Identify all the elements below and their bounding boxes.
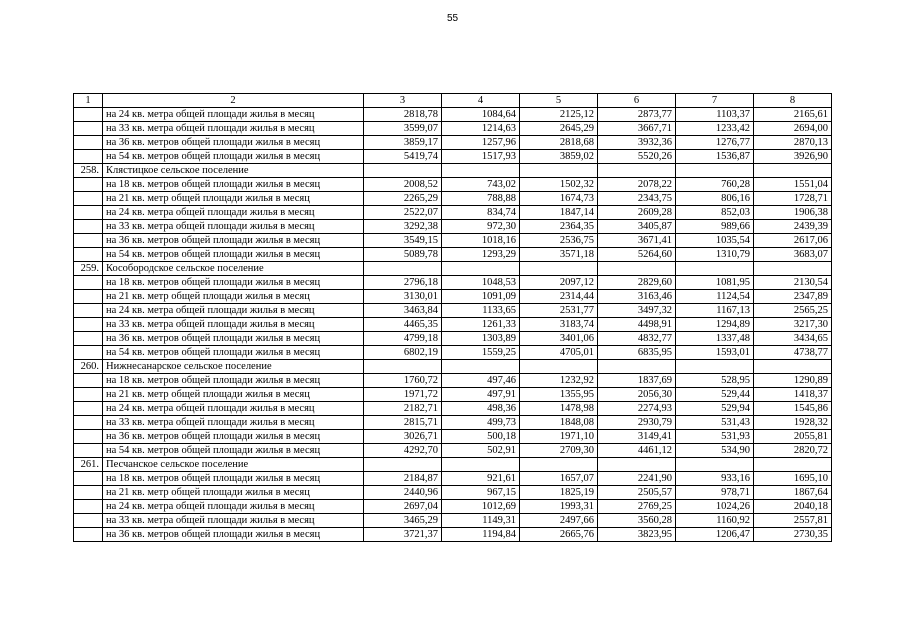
header-cell: 3 xyxy=(364,94,442,108)
value-cell: 5419,74 xyxy=(364,150,442,164)
value-cell: 1084,64 xyxy=(442,108,520,122)
section-row xyxy=(74,262,832,276)
value-cell: 1081,95 xyxy=(676,276,754,290)
value-cell: 1593,01 xyxy=(676,346,754,360)
value-cell: 4465,35 xyxy=(364,318,442,332)
empty-cell xyxy=(442,262,520,276)
row-label: на 24 кв. метра общей площади жилья в месяц xyxy=(103,402,364,416)
empty-cell xyxy=(74,500,103,514)
value-cell: 1194,84 xyxy=(442,528,520,542)
empty-cell xyxy=(74,248,103,262)
value-cell: 497,91 xyxy=(442,388,520,402)
value-cell: 3549,15 xyxy=(364,234,442,248)
row-label: на 18 кв. метров общей площади жилья в месяц xyxy=(103,178,364,192)
value-cell: 1355,95 xyxy=(520,388,598,402)
value-cell: 2130,54 xyxy=(754,276,832,290)
value-cell: 6835,95 xyxy=(598,346,676,360)
empty-cell xyxy=(676,164,754,178)
value-cell: 4832,77 xyxy=(598,332,676,346)
row-label: на 36 кв. метров общей площади жилья в месяц xyxy=(103,528,364,542)
value-cell: 1048,53 xyxy=(442,276,520,290)
value-cell: 2820,72 xyxy=(754,444,832,458)
value-cell: 531,93 xyxy=(676,430,754,444)
empty-cell xyxy=(74,136,103,150)
value-cell: 3859,02 xyxy=(520,150,598,164)
value-cell: 499,73 xyxy=(442,416,520,430)
value-cell: 2347,89 xyxy=(754,290,832,304)
row-label: на 33 кв. метра общей площади жилья в месяц xyxy=(103,318,364,332)
value-cell: 1214,63 xyxy=(442,122,520,136)
section-title: Клястицкое сельское поселение xyxy=(103,164,364,178)
value-cell: 1035,54 xyxy=(676,234,754,248)
value-cell: 1906,38 xyxy=(754,206,832,220)
empty-cell xyxy=(74,178,103,192)
empty-cell xyxy=(74,276,103,290)
value-cell: 3683,07 xyxy=(754,248,832,262)
value-cell: 5264,60 xyxy=(598,248,676,262)
value-cell: 788,88 xyxy=(442,192,520,206)
row-label: на 24 кв. метра общей площади жилья в месяц xyxy=(103,108,364,122)
section-index: 260. xyxy=(74,360,103,374)
empty-cell xyxy=(442,164,520,178)
table-row xyxy=(74,528,832,542)
value-cell: 2730,35 xyxy=(754,528,832,542)
value-cell: 3599,07 xyxy=(364,122,442,136)
value-cell: 921,61 xyxy=(442,472,520,486)
row-label: на 18 кв. метров общей площади жилья в месяц xyxy=(103,472,364,486)
value-cell: 3721,37 xyxy=(364,528,442,542)
empty-cell xyxy=(520,164,598,178)
row-label: на 21 кв. метр общей площади жилья в месяц xyxy=(103,388,364,402)
value-cell: 806,16 xyxy=(676,192,754,206)
empty-cell xyxy=(74,430,103,444)
value-cell: 2097,12 xyxy=(520,276,598,290)
value-cell: 2815,71 xyxy=(364,416,442,430)
value-cell: 2265,29 xyxy=(364,192,442,206)
value-cell: 1276,77 xyxy=(676,136,754,150)
value-cell: 2829,60 xyxy=(598,276,676,290)
value-cell: 1257,96 xyxy=(442,136,520,150)
value-cell: 1149,31 xyxy=(442,514,520,528)
value-cell: 852,03 xyxy=(676,206,754,220)
page-number: 55 xyxy=(446,13,459,24)
empty-cell xyxy=(74,444,103,458)
value-cell: 3434,65 xyxy=(754,332,832,346)
empty-cell xyxy=(74,416,103,430)
value-cell: 1290,89 xyxy=(754,374,832,388)
row-label: на 24 кв. метра общей площади жилья в месяц xyxy=(103,206,364,220)
empty-cell xyxy=(442,458,520,472)
value-cell: 2364,35 xyxy=(520,220,598,234)
value-cell: 2536,75 xyxy=(520,234,598,248)
section-index: 261. xyxy=(74,458,103,472)
value-cell: 1261,33 xyxy=(442,318,520,332)
empty-cell xyxy=(676,360,754,374)
value-cell: 3026,71 xyxy=(364,430,442,444)
value-cell: 3497,32 xyxy=(598,304,676,318)
header-cell: 6 xyxy=(598,94,676,108)
value-cell: 1124,54 xyxy=(676,290,754,304)
section-title: Песчанское сельское поселение xyxy=(103,458,364,472)
value-cell: 2440,96 xyxy=(364,486,442,500)
value-cell: 4498,91 xyxy=(598,318,676,332)
empty-cell xyxy=(74,290,103,304)
value-cell: 1971,10 xyxy=(520,430,598,444)
value-cell: 1536,87 xyxy=(676,150,754,164)
empty-cell xyxy=(520,262,598,276)
table-row xyxy=(74,444,832,458)
value-cell: 1971,72 xyxy=(364,388,442,402)
value-cell: 2873,77 xyxy=(598,108,676,122)
value-cell: 967,15 xyxy=(442,486,520,500)
value-cell: 1018,16 xyxy=(442,234,520,248)
value-cell: 1657,07 xyxy=(520,472,598,486)
value-cell: 1760,72 xyxy=(364,374,442,388)
header-row xyxy=(74,94,832,108)
row-label: на 36 кв. метров общей площади жилья в месяц xyxy=(103,430,364,444)
row-label: на 21 кв. метр общей площади жилья в месяц xyxy=(103,192,364,206)
value-cell: 972,30 xyxy=(442,220,520,234)
value-cell: 743,02 xyxy=(442,178,520,192)
empty-cell xyxy=(74,346,103,360)
empty-cell xyxy=(74,108,103,122)
value-cell: 534,90 xyxy=(676,444,754,458)
value-cell: 6802,19 xyxy=(364,346,442,360)
row-label: на 24 кв. метра общей площади жилья в месяц xyxy=(103,500,364,514)
section-index: 258. xyxy=(74,164,103,178)
value-cell: 760,28 xyxy=(676,178,754,192)
value-cell: 1160,92 xyxy=(676,514,754,528)
value-cell: 2182,71 xyxy=(364,402,442,416)
value-cell: 2697,04 xyxy=(364,500,442,514)
section-row xyxy=(74,458,832,472)
value-cell: 2609,28 xyxy=(598,206,676,220)
value-cell: 2870,13 xyxy=(754,136,832,150)
table-row xyxy=(74,192,832,206)
value-cell: 2439,39 xyxy=(754,220,832,234)
value-cell: 3667,71 xyxy=(598,122,676,136)
row-label: на 18 кв. метров общей площади жилья в месяц xyxy=(103,276,364,290)
table-row xyxy=(74,374,832,388)
value-cell: 1559,25 xyxy=(442,346,520,360)
empty-cell xyxy=(74,234,103,248)
row-label: на 21 кв. метр общей площади жилья в месяц xyxy=(103,290,364,304)
value-cell: 3571,18 xyxy=(520,248,598,262)
value-cell: 978,71 xyxy=(676,486,754,500)
row-label: на 54 кв. метров общей площади жилья в месяц xyxy=(103,444,364,458)
value-cell: 2818,78 xyxy=(364,108,442,122)
value-cell: 2184,87 xyxy=(364,472,442,486)
value-cell: 2274,93 xyxy=(598,402,676,416)
value-cell: 2505,57 xyxy=(598,486,676,500)
empty-cell xyxy=(74,332,103,346)
value-cell: 2055,81 xyxy=(754,430,832,444)
value-cell: 500,18 xyxy=(442,430,520,444)
value-cell: 4738,77 xyxy=(754,346,832,360)
value-cell: 1103,37 xyxy=(676,108,754,122)
value-cell: 1847,14 xyxy=(520,206,598,220)
value-cell: 1545,86 xyxy=(754,402,832,416)
header-cell: 4 xyxy=(442,94,520,108)
empty-cell xyxy=(74,150,103,164)
row-label: на 54 кв. метров общей площади жилья в месяц xyxy=(103,150,364,164)
value-cell: 3560,28 xyxy=(598,514,676,528)
table-row xyxy=(74,178,832,192)
value-cell: 2241,90 xyxy=(598,472,676,486)
value-cell: 2125,12 xyxy=(520,108,598,122)
value-cell: 1293,29 xyxy=(442,248,520,262)
value-cell: 2930,79 xyxy=(598,416,676,430)
empty-cell xyxy=(74,122,103,136)
value-cell: 3671,41 xyxy=(598,234,676,248)
value-cell: 528,95 xyxy=(676,374,754,388)
value-cell: 933,16 xyxy=(676,472,754,486)
value-cell: 1837,69 xyxy=(598,374,676,388)
header-cell: 8 xyxy=(754,94,832,108)
table-row xyxy=(74,500,832,514)
value-cell: 2531,77 xyxy=(520,304,598,318)
tariff-table xyxy=(73,93,832,542)
table-row xyxy=(74,486,832,500)
empty-cell xyxy=(754,164,832,178)
value-cell: 531,43 xyxy=(676,416,754,430)
value-cell: 2008,52 xyxy=(364,178,442,192)
value-cell: 4461,12 xyxy=(598,444,676,458)
value-cell: 1294,89 xyxy=(676,318,754,332)
row-label: на 33 кв. метра общей площади жилья в месяц xyxy=(103,514,364,528)
value-cell: 1024,26 xyxy=(676,500,754,514)
value-cell: 3823,95 xyxy=(598,528,676,542)
table-row xyxy=(74,122,832,136)
row-label: на 36 кв. метров общей площади жилья в месяц xyxy=(103,234,364,248)
table-row xyxy=(74,318,832,332)
empty-cell xyxy=(598,262,676,276)
row-label: на 33 кв. метра общей площади жилья в месяц xyxy=(103,416,364,430)
empty-cell xyxy=(364,458,442,472)
empty-cell xyxy=(74,374,103,388)
value-cell: 3217,30 xyxy=(754,318,832,332)
value-cell: 1337,48 xyxy=(676,332,754,346)
table-row xyxy=(74,332,832,346)
value-cell: 3463,84 xyxy=(364,304,442,318)
value-cell: 2818,68 xyxy=(520,136,598,150)
value-cell: 497,46 xyxy=(442,374,520,388)
section-row xyxy=(74,360,832,374)
table-body xyxy=(74,108,832,542)
empty-cell xyxy=(442,360,520,374)
value-cell: 1233,42 xyxy=(676,122,754,136)
value-cell: 4292,70 xyxy=(364,444,442,458)
empty-cell xyxy=(598,360,676,374)
empty-cell xyxy=(676,262,754,276)
value-cell: 1993,31 xyxy=(520,500,598,514)
value-cell: 1478,98 xyxy=(520,402,598,416)
value-cell: 3401,06 xyxy=(520,332,598,346)
value-cell: 1517,93 xyxy=(442,150,520,164)
value-cell: 3405,87 xyxy=(598,220,676,234)
value-cell: 1867,64 xyxy=(754,486,832,500)
value-cell: 1012,69 xyxy=(442,500,520,514)
empty-cell xyxy=(364,164,442,178)
value-cell: 2343,75 xyxy=(598,192,676,206)
value-cell: 3149,41 xyxy=(598,430,676,444)
empty-cell xyxy=(598,458,676,472)
value-cell: 3859,17 xyxy=(364,136,442,150)
value-cell: 529,44 xyxy=(676,388,754,402)
value-cell: 5520,26 xyxy=(598,150,676,164)
value-cell: 3465,29 xyxy=(364,514,442,528)
section-row xyxy=(74,164,832,178)
header-cell: 2 xyxy=(103,94,364,108)
value-cell: 1206,47 xyxy=(676,528,754,542)
value-cell: 2497,66 xyxy=(520,514,598,528)
value-cell: 1728,71 xyxy=(754,192,832,206)
value-cell: 3163,46 xyxy=(598,290,676,304)
empty-cell xyxy=(364,262,442,276)
table-row xyxy=(74,248,832,262)
value-cell: 2694,00 xyxy=(754,122,832,136)
value-cell: 2522,07 xyxy=(364,206,442,220)
table-row xyxy=(74,514,832,528)
row-label: на 36 кв. метров общей площади жилья в месяц xyxy=(103,136,364,150)
table-row xyxy=(74,304,832,318)
value-cell: 2769,25 xyxy=(598,500,676,514)
table-row xyxy=(74,206,832,220)
table-row xyxy=(74,276,832,290)
table-row xyxy=(74,402,832,416)
header-cell: 5 xyxy=(520,94,598,108)
row-label: на 54 кв. метров общей площади жилья в месяц xyxy=(103,248,364,262)
table-row xyxy=(74,416,832,430)
value-cell: 1551,04 xyxy=(754,178,832,192)
empty-cell xyxy=(74,220,103,234)
table-row xyxy=(74,136,832,150)
empty-cell xyxy=(74,402,103,416)
empty-cell xyxy=(74,304,103,318)
value-cell: 834,74 xyxy=(442,206,520,220)
value-cell: 1418,37 xyxy=(754,388,832,402)
row-label: на 24 кв. метра общей площади жилья в месяц xyxy=(103,304,364,318)
value-cell: 529,94 xyxy=(676,402,754,416)
empty-cell xyxy=(74,206,103,220)
value-cell: 498,36 xyxy=(442,402,520,416)
value-cell: 3926,90 xyxy=(754,150,832,164)
value-cell: 1695,10 xyxy=(754,472,832,486)
empty-cell xyxy=(74,514,103,528)
value-cell: 2557,81 xyxy=(754,514,832,528)
value-cell: 3932,36 xyxy=(598,136,676,150)
value-cell: 1825,19 xyxy=(520,486,598,500)
value-cell: 1167,13 xyxy=(676,304,754,318)
row-label: на 18 кв. метров общей площади жилья в месяц xyxy=(103,374,364,388)
value-cell: 2565,25 xyxy=(754,304,832,318)
value-cell: 2314,44 xyxy=(520,290,598,304)
value-cell: 3292,38 xyxy=(364,220,442,234)
section-title: Нижнесанарское сельское поселение xyxy=(103,360,364,374)
value-cell: 4799,18 xyxy=(364,332,442,346)
value-cell: 2645,29 xyxy=(520,122,598,136)
value-cell: 1928,32 xyxy=(754,416,832,430)
table-row xyxy=(74,290,832,304)
empty-cell xyxy=(74,318,103,332)
table-row xyxy=(74,430,832,444)
table-row xyxy=(74,234,832,248)
empty-cell xyxy=(74,486,103,500)
value-cell: 2709,30 xyxy=(520,444,598,458)
value-cell: 2665,76 xyxy=(520,528,598,542)
table-row xyxy=(74,388,832,402)
header-cell: 1 xyxy=(74,94,103,108)
empty-cell xyxy=(74,192,103,206)
value-cell: 2078,22 xyxy=(598,178,676,192)
value-cell: 1848,08 xyxy=(520,416,598,430)
value-cell: 4705,01 xyxy=(520,346,598,360)
row-label: на 36 кв. метров общей площади жилья в месяц xyxy=(103,332,364,346)
empty-cell xyxy=(520,360,598,374)
table-row xyxy=(74,346,832,360)
value-cell: 2165,61 xyxy=(754,108,832,122)
value-cell: 2617,06 xyxy=(754,234,832,248)
header-cell: 7 xyxy=(676,94,754,108)
table-row xyxy=(74,220,832,234)
table-row xyxy=(74,108,832,122)
table-row xyxy=(74,150,832,164)
value-cell: 3183,74 xyxy=(520,318,598,332)
empty-cell xyxy=(754,360,832,374)
empty-cell xyxy=(598,164,676,178)
value-cell: 2796,18 xyxy=(364,276,442,290)
row-label: на 33 кв. метра общей площади жилья в месяц xyxy=(103,122,364,136)
value-cell: 1133,65 xyxy=(442,304,520,318)
section-index: 259. xyxy=(74,262,103,276)
value-cell: 1674,73 xyxy=(520,192,598,206)
row-label: на 33 кв. метра общей площади жилья в месяц xyxy=(103,220,364,234)
value-cell: 2040,18 xyxy=(754,500,832,514)
value-cell: 5089,78 xyxy=(364,248,442,262)
empty-cell xyxy=(364,360,442,374)
value-cell: 1303,89 xyxy=(442,332,520,346)
section-title: Кособородское сельское поселение xyxy=(103,262,364,276)
row-label: на 21 кв. метр общей площади жилья в месяц xyxy=(103,486,364,500)
empty-cell xyxy=(754,262,832,276)
value-cell: 3130,01 xyxy=(364,290,442,304)
value-cell: 1502,32 xyxy=(520,178,598,192)
empty-cell xyxy=(74,472,103,486)
empty-cell xyxy=(74,528,103,542)
value-cell: 1091,09 xyxy=(442,290,520,304)
empty-cell xyxy=(520,458,598,472)
value-cell: 989,66 xyxy=(676,220,754,234)
empty-cell xyxy=(754,458,832,472)
row-label: на 54 кв. метров общей площади жилья в месяц xyxy=(103,346,364,360)
empty-cell xyxy=(74,388,103,402)
value-cell: 1232,92 xyxy=(520,374,598,388)
value-cell: 2056,30 xyxy=(598,388,676,402)
table-row xyxy=(74,472,832,486)
value-cell: 502,91 xyxy=(442,444,520,458)
value-cell: 1310,79 xyxy=(676,248,754,262)
empty-cell xyxy=(676,458,754,472)
